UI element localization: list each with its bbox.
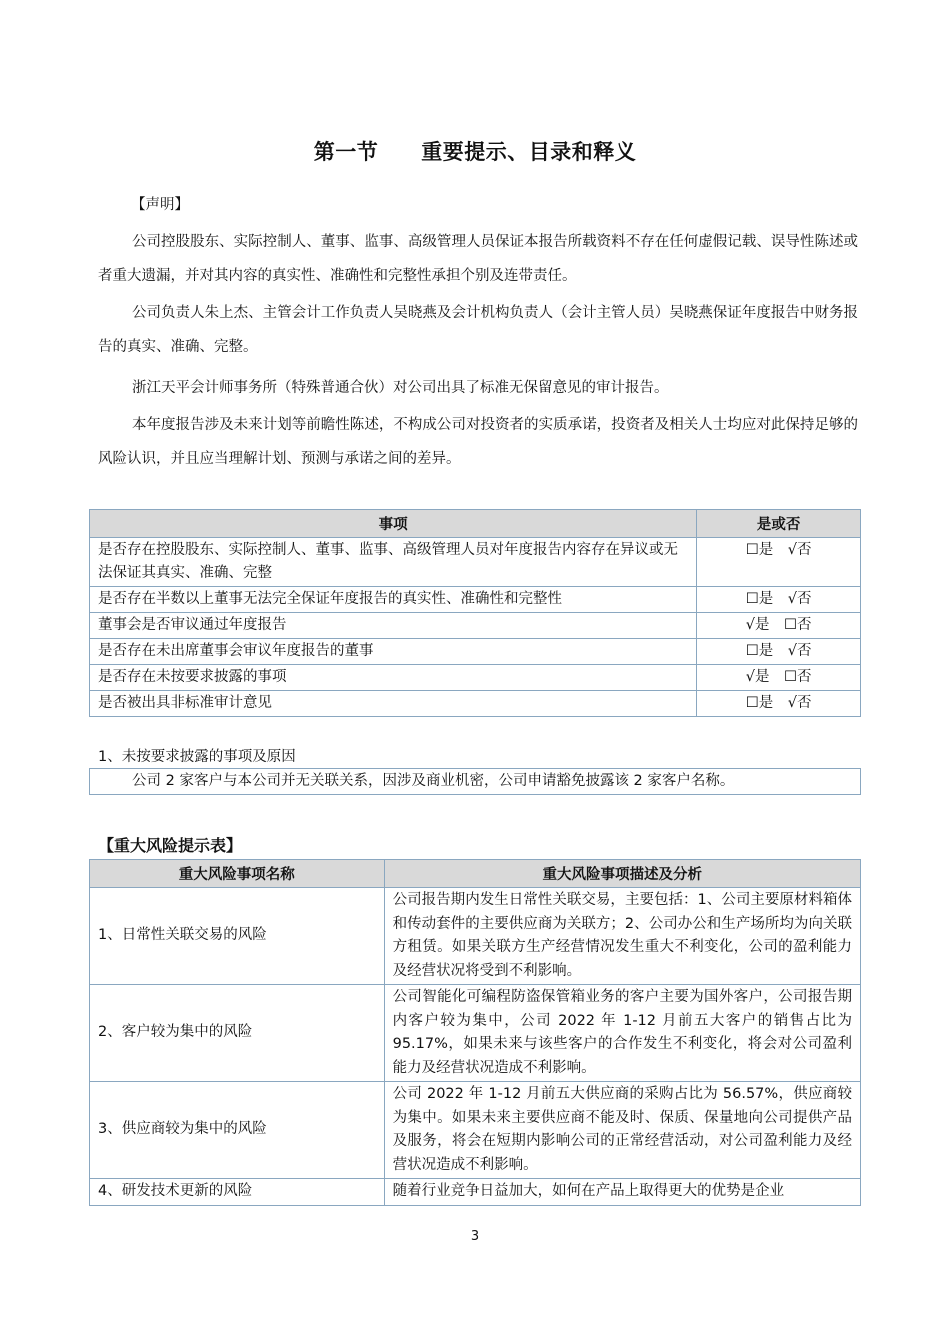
table-row	[90, 1179, 861, 1206]
undisclosed-reason: 公司 2 家客户与本公司并无关联关系，因涉及商业机密，公司申请豁免披露该 2 家客户名称。	[89, 768, 861, 795]
table-row	[90, 538, 861, 587]
paragraph: 本年度报告涉及未来计划等前瞻性陈述，不构成公司对投资者的实质承诺，投资者及相关人士均应对此保持足够的风险认识，并且应当理解计划、预测与承诺之间的差异。	[98, 417, 858, 467]
undisclosed-label: 1、未按要求披露的事项及原因	[98, 749, 296, 765]
risk-description: 随着行业竞争日益加大，如何在产品上取得更大的优势是企业	[384, 1179, 860, 1206]
table-row	[90, 691, 861, 717]
table-header-row	[90, 510, 861, 538]
table-row	[90, 888, 861, 985]
paragraph: 公司负责人朱上杰、主管会计工作负责人吴晓燕及会计机构负责人（会计主管人员）吴晓燕保证年度报告中财务报告的真实、准确、完整。	[98, 305, 858, 355]
risk-description: 公司报告期内发生日常性关联交易，主要包括：1、公司主要原材料箱体和传动套件的主要供应商为关联方；2、公司办公和生产场所均为向关联方租赁。如果关联方生产经营情况发生重大不利变化，公司的盈利能力及经营状况将受到不利影响。	[384, 888, 860, 985]
table-header: 是或否	[697, 510, 861, 538]
table-row	[90, 587, 861, 613]
matter-item: 是否被出具非标准审计意见	[90, 691, 697, 717]
matter-item: 是否存在控股股东、实际控制人、董事、监事、高级管理人员对年度报告内容存在异议或无法保证其真实、准确、完整	[90, 538, 697, 587]
matter-answer: ☐是 √否	[697, 538, 861, 587]
matter-item: 是否存在未出席董事会审议年度报告的董事	[90, 639, 697, 665]
risk-name: 3、供应商较为集中的风险	[90, 1082, 385, 1179]
matter-answer: √是 ☐否	[697, 613, 861, 639]
statement-label: 【声明】	[131, 197, 189, 213]
matter-item: 是否存在未按要求披露的事项	[90, 665, 697, 691]
table-row	[90, 665, 861, 691]
table-header: 事项	[90, 510, 697, 538]
section-title: 第一节 重要提示、目录和释义	[313, 140, 637, 164]
risk-description: 公司智能化可编程防盗保管箱业务的客户主要为国外客户，公司报告期内客户较为集中，公司 2022 年 1-12 月前五大客户的销售占比为 95.17%，如果未来与该些客户的合作发生不利变化，将会对公司盈利能力及经营状况造成不利影响。	[384, 985, 860, 1082]
page-number: 3	[470, 1229, 480, 1244]
risk-name: 2、客户较为集中的风险	[90, 985, 385, 1082]
risk-table-heading: 【重大风险提示表】	[98, 836, 243, 855]
matter-item: 董事会是否审议通过年度报告	[90, 613, 697, 639]
table-row	[90, 985, 861, 1082]
matter-answer: ☐是 √否	[697, 639, 861, 665]
table-header-row	[90, 860, 861, 888]
risk-description: 公司 2022 年 1-12 月前五大供应商的采购占比为 56.57%，供应商较为集中。如果未来主要供应商不能及时、保质、保量地向公司提供产品及服务，将会在短期内影响公司的正常经营活动，对公司盈利能力及经营状况造成不利影响。	[384, 1082, 860, 1179]
matters-table	[89, 509, 861, 717]
paragraph: 浙江天平会计师事务所（特殊普通合伙）对公司出具了标准无保留意见的审计报告。	[132, 380, 669, 396]
matter-answer: ☐是 √否	[697, 691, 861, 717]
table-header: 重大风险事项名称	[90, 860, 385, 888]
matter-item: 是否存在半数以上董事无法完全保证年度报告的真实性、准确性和完整性	[90, 587, 697, 613]
matter-answer: √是 ☐否	[697, 665, 861, 691]
risk-table	[89, 859, 861, 1206]
table-row	[90, 613, 861, 639]
table-header: 重大风险事项描述及分析	[384, 860, 860, 888]
table-row	[90, 1082, 861, 1179]
risk-name: 4、研发技术更新的风险	[90, 1179, 385, 1206]
table-row	[90, 639, 861, 665]
risk-name: 1、日常性关联交易的风险	[90, 888, 385, 985]
paragraph: 公司控股股东、实际控制人、董事、监事、高级管理人员保证本报告所载资料不存在任何虚假记载、误导性陈述或者重大遗漏，并对其内容的真实性、准确性和完整性承担个别及连带责任。	[98, 234, 858, 284]
matter-answer: ☐是 √否	[697, 587, 861, 613]
